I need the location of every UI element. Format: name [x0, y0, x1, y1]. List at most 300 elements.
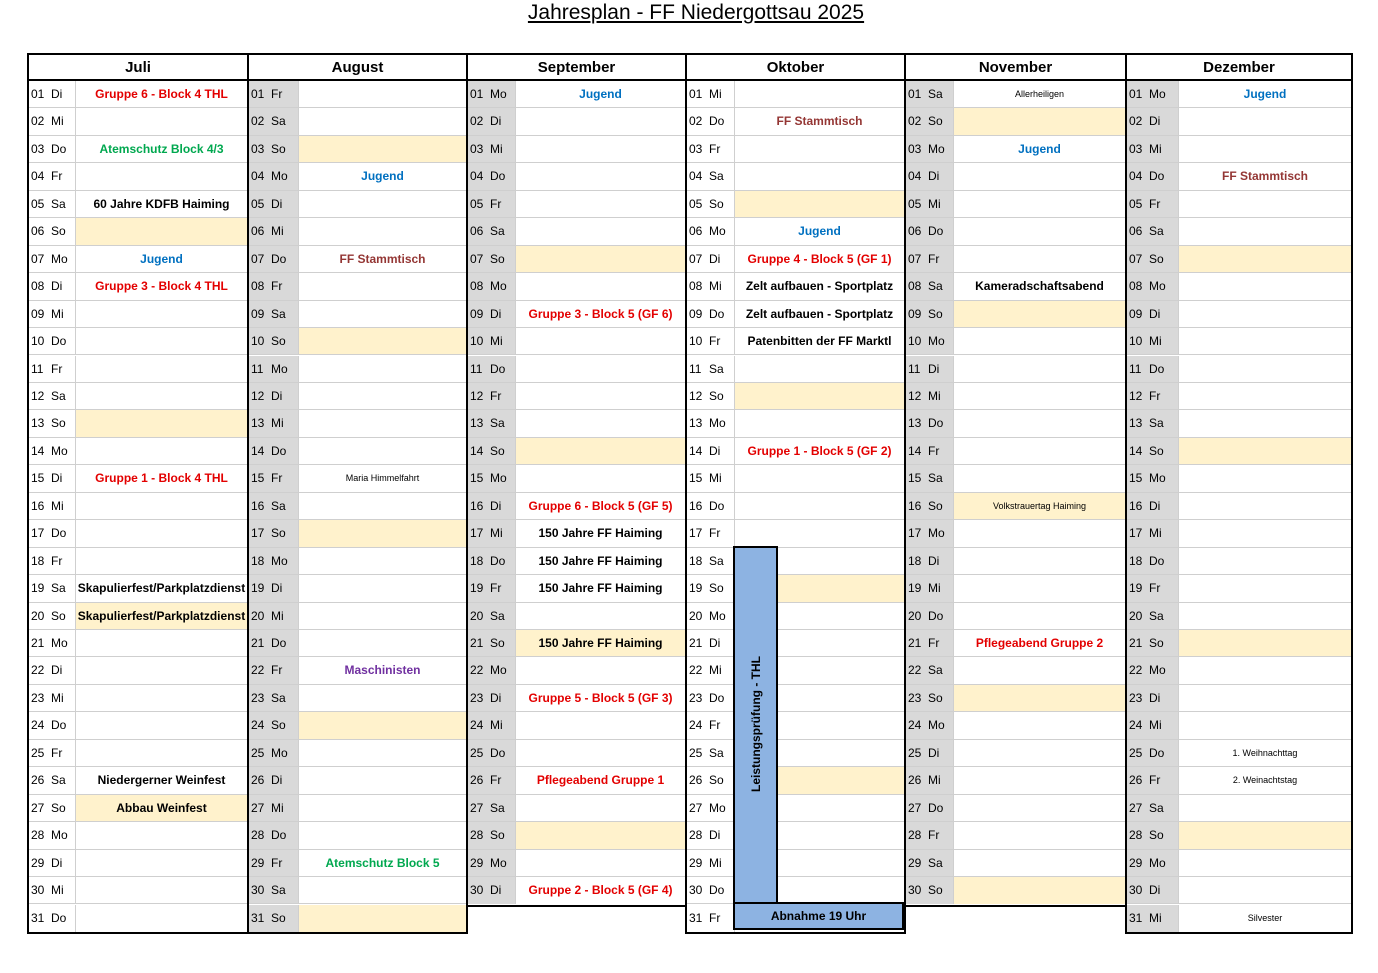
- abnahme-bar: Abnahme 19 Uhr: [733, 902, 904, 930]
- event-cell[interactable]: [954, 108, 1125, 134]
- event-cell[interactable]: [735, 191, 904, 217]
- day-number: 07: [31, 251, 45, 266]
- event-cell[interactable]: 150 Jahre FF Haiming: [538, 581, 663, 596]
- weekday: Sa: [271, 306, 286, 321]
- event-cell[interactable]: Gruppe 6 - Block 4 THL: [95, 87, 228, 101]
- day-row: [1127, 767, 1351, 794]
- event-cell[interactable]: Gruppe 5 - Block 5 (GF 3): [528, 690, 673, 705]
- event-cell[interactable]: [516, 410, 685, 436]
- weekday: Sa: [709, 361, 724, 376]
- weekday: Fr: [271, 855, 283, 870]
- day-row: [906, 575, 1125, 602]
- event-cell[interactable]: [516, 163, 685, 189]
- event-cell[interactable]: FF Stammtisch: [339, 251, 426, 266]
- day-row: [687, 218, 904, 245]
- event-cell[interactable]: [516, 822, 685, 848]
- event-cell[interactable]: [954, 246, 1125, 272]
- event-cell[interactable]: Pflegeabend Gruppe 1: [536, 773, 665, 788]
- event-cell[interactable]: [299, 136, 466, 162]
- day-number: 02: [470, 114, 484, 129]
- day-number: 27: [251, 800, 265, 815]
- event-cell[interactable]: [76, 740, 247, 766]
- event-cell[interactable]: [954, 877, 1125, 904]
- event-cell[interactable]: [954, 712, 1125, 738]
- day-cell: [687, 191, 735, 217]
- day-row: [249, 603, 466, 630]
- month-august: [247, 53, 468, 934]
- event-cell[interactable]: [735, 136, 904, 162]
- event-cell[interactable]: Skapulierfest/Parkplatzdienst: [76, 603, 247, 629]
- weekday: Mi: [51, 690, 64, 705]
- day-row: [906, 108, 1125, 135]
- day-row: [1127, 712, 1351, 739]
- event-cell[interactable]: [516, 795, 685, 821]
- day-row: [249, 548, 466, 575]
- day-cell: [468, 630, 516, 656]
- day-cell: [29, 767, 76, 793]
- event-cell[interactable]: [1179, 712, 1351, 738]
- day-cell: [249, 905, 299, 932]
- event-cell[interactable]: [954, 383, 1125, 409]
- event-cell[interactable]: [76, 548, 247, 574]
- day-number: 29: [908, 855, 922, 870]
- event-cell[interactable]: Jugend: [1018, 141, 1061, 156]
- event-cell[interactable]: Pflegeabend Gruppe 2: [975, 636, 1104, 650]
- event-cell[interactable]: [516, 218, 685, 244]
- weekday: Mi: [928, 388, 941, 403]
- event-cell[interactable]: [735, 465, 904, 491]
- weekday: Do: [928, 224, 944, 239]
- event-cell[interactable]: [1179, 108, 1351, 134]
- event-cell[interactable]: [76, 877, 247, 903]
- weekday: Fr: [1149, 196, 1161, 211]
- weekday: Sa: [490, 416, 505, 431]
- event-cell[interactable]: [1179, 191, 1351, 217]
- event-cell[interactable]: Maria Himmelfahrt: [345, 473, 420, 484]
- day-row: [906, 356, 1125, 383]
- event-cell[interactable]: [299, 108, 466, 134]
- day-cell: [468, 850, 516, 876]
- event-cell[interactable]: [954, 410, 1125, 436]
- event-cell[interactable]: [735, 81, 904, 107]
- event-cell[interactable]: [299, 822, 466, 848]
- day-number: 30: [908, 883, 922, 898]
- event-cell[interactable]: [954, 356, 1125, 382]
- event-cell[interactable]: [735, 163, 904, 189]
- event-cell[interactable]: [1179, 465, 1351, 491]
- day-row: [687, 108, 904, 135]
- event-cell[interactable]: [76, 493, 247, 519]
- event-cell[interactable]: [954, 657, 1125, 683]
- event-cell[interactable]: [299, 795, 466, 821]
- day-cell: [1127, 218, 1179, 244]
- weekday: Mi: [271, 416, 284, 431]
- day-number: 06: [908, 224, 922, 239]
- day-row: [687, 575, 904, 602]
- event-cell[interactable]: Jugend: [1243, 87, 1287, 101]
- event-cell[interactable]: [299, 905, 466, 932]
- day-number: 10: [31, 334, 45, 349]
- event-cell[interactable]: [1179, 328, 1351, 354]
- event-cell[interactable]: [1179, 136, 1351, 162]
- event-cell[interactable]: [299, 548, 466, 574]
- event-cell[interactable]: Gruppe 3 - Block 5 (GF 6): [528, 306, 673, 321]
- event-cell[interactable]: [516, 191, 685, 217]
- event-cell[interactable]: Patenbitten der FF Marktl: [747, 334, 892, 349]
- day-row: [249, 438, 466, 465]
- day-number: 26: [908, 773, 922, 788]
- weekday: Mi: [1149, 910, 1162, 925]
- weekday: Fr: [709, 141, 721, 156]
- day-number: 05: [908, 196, 922, 211]
- event-cell[interactable]: [516, 657, 685, 683]
- event-cell[interactable]: [954, 163, 1125, 189]
- event-cell[interactable]: [299, 273, 466, 299]
- event-cell[interactable]: 2. Weinachtstag: [1232, 775, 1298, 786]
- event-cell[interactable]: [1179, 410, 1351, 436]
- day-cell: [29, 520, 76, 546]
- event-cell[interactable]: [76, 822, 247, 848]
- event-cell[interactable]: Jugend: [579, 87, 622, 101]
- weekday: Fr: [271, 663, 283, 678]
- event-cell[interactable]: [299, 81, 466, 107]
- day-number: 18: [1129, 553, 1143, 568]
- event-cell[interactable]: [516, 850, 685, 876]
- event-cell[interactable]: [76, 218, 247, 244]
- weekday: Sa: [928, 855, 943, 870]
- day-row: [906, 822, 1125, 849]
- event-cell[interactable]: Zelt aufbauen - Sportplatz: [745, 279, 894, 294]
- day-number: 29: [470, 855, 484, 870]
- day-cell: [468, 438, 516, 464]
- event-cell[interactable]: [76, 301, 247, 327]
- event-cell[interactable]: Gruppe 1 - Block 4 THL: [95, 471, 228, 486]
- event-cell[interactable]: [1179, 356, 1351, 382]
- event-cell[interactable]: [516, 465, 685, 491]
- event-cell[interactable]: Silvester: [1247, 912, 1283, 923]
- event-cell[interactable]: [954, 465, 1125, 491]
- day-cell: [468, 767, 516, 793]
- day-row: [468, 410, 685, 437]
- weekday: Di: [490, 498, 502, 513]
- event-cell[interactable]: 150 Jahre FF Haiming: [538, 553, 663, 568]
- day-cell: [29, 603, 76, 629]
- day-cell: [906, 603, 954, 629]
- event-cell[interactable]: 1. Weihnachttag: [1232, 747, 1298, 758]
- event-cell[interactable]: [1179, 877, 1351, 903]
- day-row: [906, 328, 1125, 355]
- event-cell[interactable]: [954, 328, 1125, 354]
- day-cell: [29, 246, 76, 272]
- day-row: [249, 328, 466, 355]
- event-cell[interactable]: [76, 410, 247, 436]
- weekday: Do: [928, 608, 944, 623]
- event-cell[interactable]: Jugend: [798, 224, 841, 239]
- event-cell[interactable]: [735, 410, 904, 436]
- weekday: Fr: [1149, 388, 1161, 403]
- weekday: Mi: [271, 800, 284, 815]
- event-cell[interactable]: [1179, 630, 1351, 656]
- event-cell[interactable]: [1179, 850, 1351, 876]
- event-cell[interactable]: [516, 136, 685, 162]
- day-cell: [249, 108, 299, 134]
- event-cell[interactable]: [1179, 438, 1351, 464]
- event-cell[interactable]: [299, 877, 466, 903]
- event-cell[interactable]: [1179, 822, 1351, 848]
- event-cell[interactable]: [299, 630, 466, 656]
- day-cell: [687, 822, 735, 848]
- event-cell[interactable]: [1179, 575, 1351, 601]
- event-cell[interactable]: [735, 383, 904, 409]
- event-cell[interactable]: Atemschutz Block 4/3: [99, 141, 224, 156]
- event-cell[interactable]: [76, 712, 247, 738]
- day-cell: [249, 795, 299, 821]
- day-row: [468, 356, 685, 383]
- event-cell[interactable]: [516, 273, 685, 299]
- event-cell[interactable]: Allerheiligen: [1014, 89, 1065, 99]
- day-cell: [1127, 795, 1179, 821]
- event-cell[interactable]: [516, 603, 685, 629]
- day-cell: [1127, 465, 1179, 491]
- day-row: [249, 905, 466, 932]
- event-cell[interactable]: [76, 163, 247, 189]
- day-row: [687, 822, 904, 849]
- event-cell[interactable]: [299, 301, 466, 327]
- day-number: 05: [1129, 196, 1143, 211]
- event-cell[interactable]: [76, 328, 247, 354]
- day-number: 10: [1129, 334, 1143, 349]
- day-number: 16: [31, 498, 45, 513]
- event-cell[interactable]: 60 Jahre KDFB Haiming: [93, 196, 230, 211]
- event-cell[interactable]: Volkstrauertag Haiming: [954, 493, 1125, 519]
- day-cell: [1127, 383, 1179, 409]
- event-cell[interactable]: [1179, 603, 1351, 629]
- weekday: Di: [1149, 114, 1161, 129]
- event-cell[interactable]: [299, 493, 466, 519]
- day-number: 28: [31, 828, 45, 843]
- day-cell: [249, 465, 299, 491]
- event-cell[interactable]: [954, 850, 1125, 876]
- event-cell[interactable]: [954, 575, 1125, 601]
- event-cell[interactable]: Gruppe 6 - Block 5 (GF 5): [528, 498, 673, 513]
- event-cell[interactable]: [76, 850, 247, 876]
- day-number: 21: [908, 636, 922, 650]
- event-cell[interactable]: [735, 356, 904, 382]
- event-cell[interactable]: Zelt aufbauen - Sportplatz: [745, 306, 894, 321]
- day-cell: [468, 493, 516, 519]
- event-cell[interactable]: [516, 108, 685, 134]
- event-cell[interactable]: [299, 712, 466, 738]
- event-cell[interactable]: [299, 218, 466, 244]
- event-cell[interactable]: [1179, 520, 1351, 546]
- weekday: Mo: [928, 334, 945, 349]
- event-cell[interactable]: [76, 685, 247, 711]
- event-cell[interactable]: [954, 218, 1125, 244]
- day-cell: [687, 740, 735, 766]
- weekday: Mo: [51, 828, 68, 843]
- day-row: [249, 383, 466, 410]
- day-number: 15: [908, 471, 922, 486]
- event-cell[interactable]: [516, 356, 685, 382]
- event-cell[interactable]: [299, 356, 466, 382]
- day-number: 08: [31, 279, 45, 294]
- day-row: [468, 465, 685, 492]
- event-cell[interactable]: [1179, 548, 1351, 574]
- event-cell[interactable]: [299, 410, 466, 436]
- event-cell[interactable]: Gruppe 4 - Block 5 (GF 1): [747, 251, 892, 266]
- event-cell[interactable]: [1179, 493, 1351, 519]
- event-cell[interactable]: [1179, 685, 1351, 711]
- event-cell[interactable]: [1179, 657, 1351, 683]
- weekday: Di: [51, 471, 63, 486]
- event-cell[interactable]: 150 Jahre FF Haiming: [538, 526, 663, 541]
- event-cell[interactable]: [954, 740, 1125, 766]
- event-cell[interactable]: [76, 905, 247, 932]
- event-cell[interactable]: [954, 822, 1125, 848]
- day-cell: [249, 383, 299, 409]
- day-number: 28: [1129, 828, 1143, 843]
- event-cell[interactable]: [954, 795, 1125, 821]
- day-cell: [249, 218, 299, 244]
- day-cell: [687, 273, 735, 299]
- weekday: Di: [271, 773, 283, 788]
- weekday: Mi: [709, 855, 722, 870]
- day-row: [249, 685, 466, 712]
- event-cell[interactable]: [735, 493, 904, 519]
- event-cell[interactable]: [299, 328, 466, 354]
- day-cell: [29, 410, 76, 436]
- event-cell[interactable]: Gruppe 2 - Block 5 (GF 4): [528, 883, 673, 898]
- event-cell[interactable]: [299, 740, 466, 766]
- event-cell[interactable]: [1179, 301, 1351, 327]
- event-cell[interactable]: [76, 438, 247, 464]
- day-row: [906, 493, 1125, 520]
- day-row: [249, 877, 466, 904]
- event-cell[interactable]: Jugend: [140, 251, 183, 266]
- event-cell[interactable]: Maschinisten: [344, 663, 421, 678]
- weekday: Do: [51, 718, 67, 733]
- event-cell[interactable]: [735, 520, 904, 546]
- day-row: [906, 712, 1125, 739]
- event-cell[interactable]: [76, 383, 247, 409]
- event-cell[interactable]: [299, 767, 466, 793]
- event-cell[interactable]: Gruppe 3 - Block 4 THL: [95, 279, 228, 294]
- event-cell[interactable]: [76, 356, 247, 382]
- weekday: Mi: [490, 718, 503, 733]
- weekday: Do: [1149, 361, 1165, 376]
- event-cell[interactable]: [516, 438, 685, 464]
- day-number: 28: [470, 828, 484, 843]
- day-number: 12: [689, 388, 703, 403]
- event-cell[interactable]: [299, 520, 466, 546]
- event-cell[interactable]: [299, 383, 466, 409]
- event-cell[interactable]: [1179, 273, 1351, 299]
- event-cell[interactable]: Gruppe 1 - Block 5 (GF 2): [747, 443, 892, 458]
- event-cell[interactable]: [76, 108, 247, 134]
- weekday: Di: [51, 279, 63, 294]
- event-cell[interactable]: [954, 603, 1125, 629]
- weekday: Fr: [51, 169, 63, 184]
- event-cell[interactable]: Niedergerner Weinfest: [97, 773, 226, 788]
- event-cell[interactable]: 150 Jahre FF Haiming: [516, 630, 685, 656]
- day-row: [1127, 603, 1351, 630]
- day-row: [29, 328, 247, 355]
- page-title: Jahresplan - FF Niedergottsau 2025: [527, 1, 865, 24]
- event-cell[interactable]: [954, 685, 1125, 711]
- event-cell[interactable]: Abbau Weinfest: [76, 795, 247, 821]
- event-cell[interactable]: [76, 630, 247, 656]
- day-number: 22: [689, 663, 703, 678]
- event-cell[interactable]: [516, 383, 685, 409]
- event-cell[interactable]: Kameradschaftsabend: [975, 279, 1104, 294]
- day-cell: [468, 410, 516, 436]
- event-cell[interactable]: [516, 712, 685, 738]
- event-cell[interactable]: [516, 740, 685, 766]
- event-cell[interactable]: FF Stammtisch: [776, 114, 863, 129]
- event-cell[interactable]: [299, 603, 466, 629]
- event-cell[interactable]: [954, 301, 1125, 327]
- event-cell[interactable]: [954, 438, 1125, 464]
- event-cell[interactable]: [954, 548, 1125, 574]
- weekday: Do: [490, 745, 506, 760]
- event-cell[interactable]: [1179, 795, 1351, 821]
- event-cell[interactable]: [954, 767, 1125, 793]
- day-cell: [906, 301, 954, 327]
- event-cell[interactable]: Atemschutz Block 5: [325, 855, 440, 870]
- weekday: Fr: [490, 388, 502, 403]
- event-cell[interactable]: [299, 575, 466, 601]
- event-cell[interactable]: [299, 685, 466, 711]
- day-row: [687, 493, 904, 520]
- event-cell[interactable]: Skapulierfest/Parkplatzdienst: [77, 581, 246, 596]
- day-number: 28: [908, 828, 922, 843]
- day-number: 21: [470, 636, 484, 650]
- event-cell[interactable]: [299, 438, 466, 464]
- weekday: So: [928, 883, 943, 898]
- day-number: 17: [689, 526, 703, 541]
- event-cell[interactable]: Jugend: [361, 169, 404, 184]
- event-cell[interactable]: [954, 191, 1125, 217]
- event-cell[interactable]: [954, 520, 1125, 546]
- event-cell[interactable]: [1179, 246, 1351, 272]
- day-row: [468, 795, 685, 822]
- day-number: 21: [31, 636, 45, 650]
- event-cell[interactable]: [76, 657, 247, 683]
- weekday: Fr: [271, 87, 283, 101]
- day-row: [906, 520, 1125, 547]
- weekday: So: [709, 388, 724, 403]
- day-cell: [29, 795, 76, 821]
- day-number: 07: [908, 251, 922, 266]
- day-cell: [906, 822, 954, 848]
- event-cell[interactable]: FF Stammtisch: [1221, 169, 1308, 184]
- event-cell[interactable]: [76, 520, 247, 546]
- day-row: [29, 356, 247, 383]
- day-row: [1127, 575, 1351, 602]
- day-cell: [249, 822, 299, 848]
- event-cell[interactable]: [299, 191, 466, 217]
- event-cell[interactable]: [1179, 383, 1351, 409]
- weekday: Mi: [928, 773, 941, 788]
- weekday: Fr: [1149, 773, 1161, 788]
- day-row: [1127, 328, 1351, 355]
- day-number: 06: [470, 224, 484, 239]
- event-cell[interactable]: [516, 246, 685, 272]
- day-number: 09: [1129, 306, 1143, 321]
- event-cell[interactable]: [1179, 218, 1351, 244]
- day-number: 08: [251, 279, 265, 294]
- event-cell[interactable]: [516, 328, 685, 354]
